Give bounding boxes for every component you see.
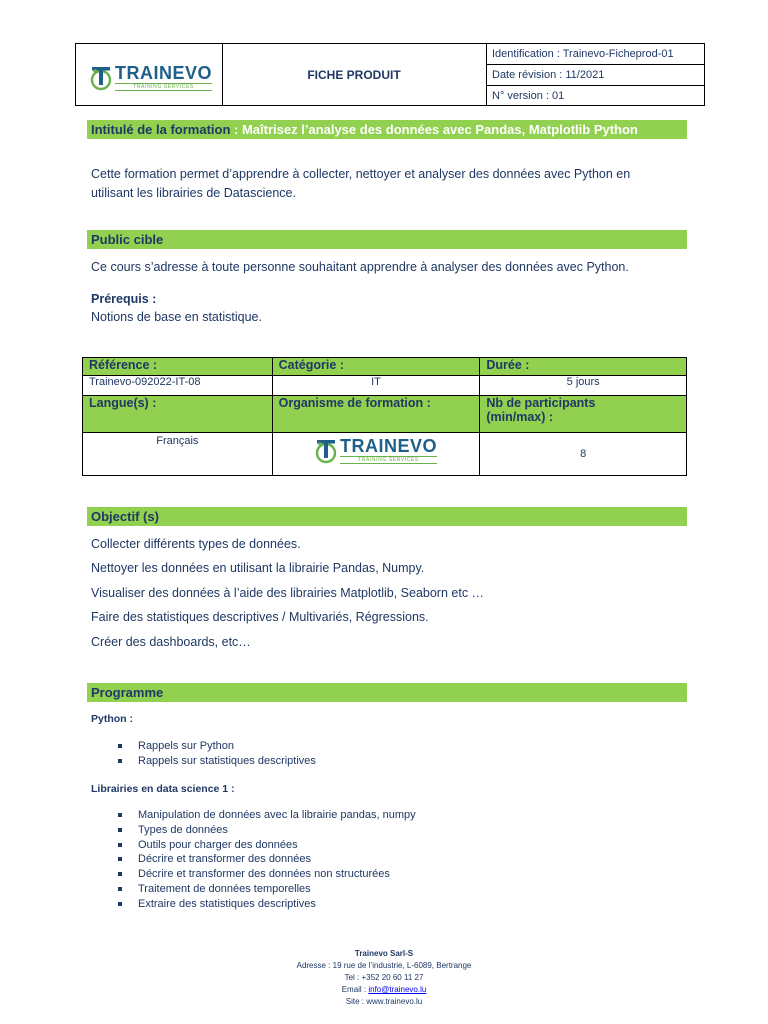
formation-separator: :: [230, 122, 242, 137]
list-item: Décrire et transformer des données non structurées: [118, 867, 416, 882]
objectif-item: Visualiser des données à l’aide des librairies Matplotlib, Seaborn etc …: [91, 586, 485, 600]
nb-label: [480, 396, 687, 433]
header-table: [75, 43, 705, 106]
org-logo-cell: [272, 433, 480, 476]
footer-tel: Tel : +352 20 60 11 27: [344, 973, 424, 982]
info-table: [82, 357, 687, 476]
nb-label-line-2: (min/max) :: [486, 410, 554, 424]
trainevo-logo: [90, 64, 212, 91]
programme-section-1-list: [118, 739, 316, 769]
list-item: Rappels sur Python: [118, 739, 316, 754]
ref-label: Référence :: [83, 358, 273, 376]
description-line-2: utilisant les librairies de Datascience.: [91, 186, 296, 200]
doc-version: N° version : 01: [492, 90, 565, 102]
langue-label: Langue(s) :: [83, 396, 273, 433]
ref-value: Trainevo-092022-IT-08: [83, 376, 273, 396]
description-line-1: Cette formation permet d’apprendre à collecter, nettoyer et analyser des données avec Python en: [91, 167, 631, 181]
public-heading: Public cible: [87, 230, 687, 249]
footer-company: Trainevo Sarl-S: [354, 949, 414, 958]
nb-label-line-1: Nb de participants: [486, 396, 596, 410]
doc-date-revision: Date révision : 11/2021: [487, 65, 704, 86]
cat-label: Catégorie :: [272, 358, 480, 376]
programme-section-1-title: Python :: [91, 713, 133, 725]
doc-identification: Identification : Trainevo-Ficheprod-01: [487, 44, 704, 65]
formation-title: Maîtrisez l’analyse des données avec Pandas, Matplotlib Python: [241, 122, 638, 137]
duree-value: 5 jours: [480, 376, 687, 396]
formation-label: Intitulé de la formation: [91, 122, 231, 137]
list-item: Rappels sur statistiques descriptives: [118, 754, 316, 769]
list-item: Manipulation de données avec la librairie pandas, numpy: [118, 808, 416, 823]
objectif-item: Créer des dashboards, etc…: [91, 635, 251, 649]
formation-title-bar: [87, 120, 687, 139]
org-label: Organisme de formation :: [272, 396, 480, 433]
programme-section-2-list: [118, 808, 416, 912]
footer-email-link[interactable]: info@trainevo.lu: [368, 985, 427, 994]
footer-site: Site : www.trainevo.lu: [345, 997, 423, 1006]
objectif-item: Nettoyer les données en utilisant la librairie Pandas, Numpy.: [91, 561, 425, 575]
list-item: Extraire des statistiques descriptives: [118, 897, 416, 912]
programme-heading: Programme: [87, 683, 687, 702]
prereq-label: Prérequis :: [91, 292, 157, 306]
duree-label: Durée :: [480, 358, 687, 376]
doc-type: FICHE PRODUIT: [222, 44, 487, 105]
footer: [0, 948, 768, 1008]
footer-email-line: [0, 984, 768, 996]
objectifs-heading: Objectif (s): [87, 507, 687, 526]
logo-tagline: TRAINING SERVICES: [115, 83, 212, 91]
list-item: Outils pour charger des données: [118, 838, 416, 853]
footer-email-label: Email :: [341, 985, 369, 994]
cat-value: IT: [272, 376, 480, 396]
langue-value: Français: [83, 433, 273, 476]
formation-description: [91, 165, 630, 203]
list-item: Traitement de données temporelles: [118, 882, 416, 897]
objectif-item: Faire des statistiques descriptives / Multivariés, Régressions.: [91, 610, 429, 624]
footer-address: Adresse : 19 rue de l’industrie, L-6089, Bertrange: [296, 961, 472, 970]
org-logo-tagline: TRAINING SERVICES: [340, 456, 437, 464]
programme-section-2-title: Librairies en data science 1 :: [91, 783, 235, 795]
org-logo: [273, 433, 480, 464]
prereq-text: Notions de base en statistique.: [91, 310, 262, 324]
org-logo-icon: [315, 438, 337, 464]
logo-brand: TRAINEVO: [115, 63, 213, 83]
header-logo-cell: [76, 44, 223, 105]
objectif-item: Collecter différents types de données.: [91, 537, 301, 551]
nb-value: 8: [480, 433, 687, 476]
org-logo-brand: TRAINEVO: [339, 436, 437, 456]
doc-meta: [487, 44, 704, 105]
trainevo-logo-icon: [90, 65, 112, 91]
list-item: Décrire et transformer des données: [118, 852, 416, 867]
list-item: Types de données: [118, 823, 416, 838]
public-text: Ce cours s’adresse à toute personne souhaitant apprendre à analyser des données avec Python.: [91, 260, 629, 274]
